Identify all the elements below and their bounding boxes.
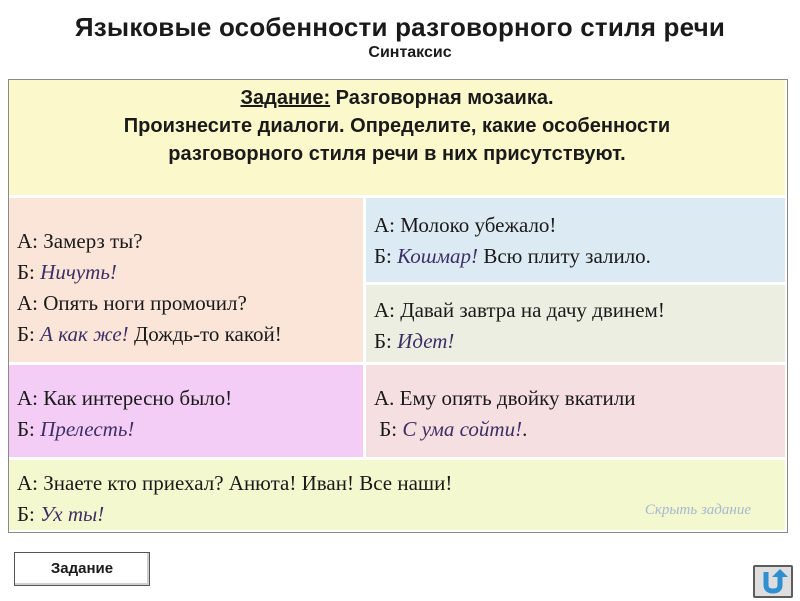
dialog-line: А: Опять ноги промочил? [17, 291, 247, 315]
dialog-line: А: Знаете кто приехал? Анюта! Иван! Все наши! [17, 471, 453, 495]
dialog-italic: Ничуть! [40, 260, 117, 284]
task-label: Задание: [240, 87, 331, 109]
dialog-6: А: Знаете кто приехал? Анюта! Иван! Все наши! Б: Ух ты! Скрыть задание [9, 460, 785, 530]
dialog-italic: Ух ты! [40, 502, 105, 526]
return-button[interactable] [753, 565, 793, 598]
dialog-line: А: Давай завтра на дачу двинем! [374, 298, 665, 322]
dialog-1: А: Замерз ты? Б: Ничуть! А: Опять ноги промочил? Б: А как же! Дождь-то какой! [9, 198, 366, 365]
dialog-italic: А как же! [40, 322, 129, 346]
dialog-italic: Прелесть! [40, 417, 135, 441]
dialog-3: А: Давай завтра на дачу двинем! Б: Идет! [366, 285, 785, 365]
task-description [9, 80, 785, 198]
hide-task-link[interactable]: Скрыть задание [644, 502, 751, 518]
dialog-line: А: Как интересно было! [17, 386, 233, 410]
u-turn-arrow-icon [755, 567, 791, 596]
task-instruction-line-1: Произнесите диалоги. Определите, какие особенности [123, 115, 671, 137]
task-title: Разговорная мозаика. [330, 87, 554, 109]
dialog-line: А. Ему опять двойку вкатили [374, 386, 636, 410]
task-card [8, 79, 788, 533]
dialog-italic: Кошмар! [397, 244, 479, 268]
dialog-5: А. Ему опять двойку вкатили Б: С ума сойти!. [366, 365, 785, 460]
page-subtitle: Синтаксис [368, 44, 452, 61]
dialog-4: А: Как интересно было! Б: Прелесть! [9, 365, 366, 460]
dialog-2: А: Молоко убежало! Б: Кошмар! Всю плиту залило. [366, 198, 785, 285]
dialog-italic: С ума сойти! [402, 417, 523, 441]
task-instruction-line-2: разговорного стиля речи в них присутствуют. [168, 143, 626, 165]
dialog-line: А: Молоко убежало! [374, 213, 557, 237]
dialog-line: А: Замерз ты? [17, 229, 143, 253]
dialog-italic: Идет! [397, 329, 455, 353]
page-title: Языковые особенности разговорного стиля речи [74, 12, 726, 42]
task-button[interactable]: Задание [14, 552, 150, 586]
